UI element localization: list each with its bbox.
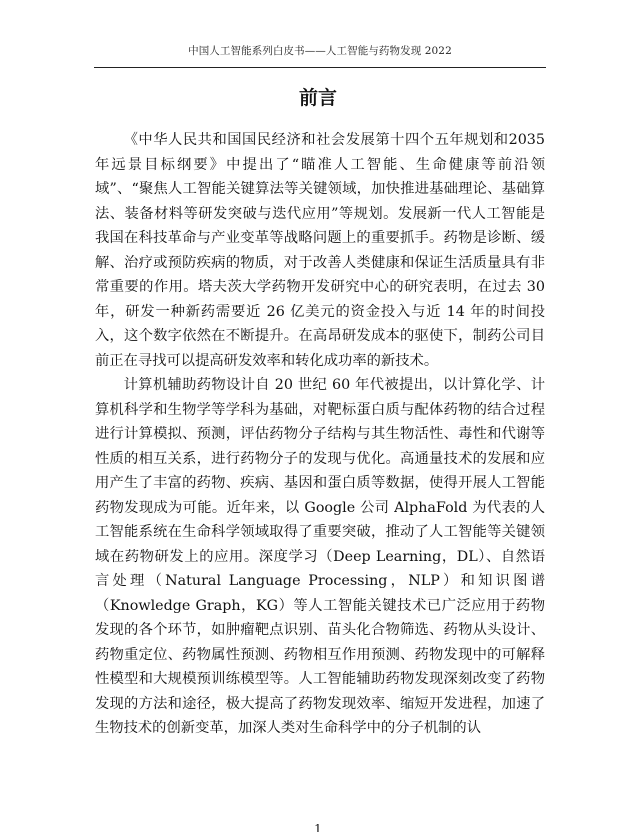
paragraph-2: 计算机辅助药物设计自 20 世纪 60 年代被提出，以计算化学、计算机科学和生物学等学科为基础，对靶标蛋白质与配体药物的结合过程进行计算模拟、预测，评估药物分子结构与其生物活性、毒性和代谢等性质的相互关系，进行药物分子的发现与优化。高通量技术的发展和应用产生了丰富的药物、疾病、基因和蛋白质等数据，使得开展人工智能药物发现成为可能。近年来，以 Google 公司 AlphaFold 为代表的人工智能系统在生命科学领域取得了重要突破，推动了人工智能等关键领域在药物研发上的应用。深度学习（Deep Learning，DL）、自然语言处理（Natural Language Processing，NLP）和知识图谱（Knowledge Graph，KG）等人工智能关键技术已广泛应用于药物发现的各个环节，如肿瘤靶点识别、苗头化合物筛选、药物从头设计、药物重定位、药物属性预测、药物相互作用预测、药物发现中的可解释性模型和大规模预训练模型等。人工智能辅助药物发现深刻改变了药物发现的方法和途径，极大提高了药物发现效率、缩短开发进程，加速了生物技术的创新变革，加深人类对生命科学中的分子机制的认: [95, 377, 545, 736]
page-title: 前言: [298, 87, 337, 109]
header-divider: [94, 67, 546, 68]
page-number: 1: [314, 822, 322, 832]
paragraph-1: 《中华人民共和国国民经济和社会发展第十四个五年规划和2035年远景目标纲要》中提出了“瞄准人工智能、生命健康等前沿领域”、“聚焦人工智能关键算法等关键领域，加快推进基础理论、基础算法、装备材料等研发突破与迭代应用”等规划。发展新一代人工智能是我国在科技革命与产业变革等战略问题上的重要抓手。药物是诊断、缓解、治疗或预防疾病的物质，对于改善人类健康和保证生活质量具有非常重要的作用。塔夫茨大学药物开发研究中心的研究表明，在过去 30 年，研发一种新药需要近 26 亿美元的资金投入与近 14 年的时间投入，这个数字依然在不断提升。在高昂研发成本的驱使下，制药公司目前正在寻找可以提高研发效率和转化成功率的新技术。: [95, 132, 545, 369]
body-text: [95, 128, 545, 741]
running-header: 中国人工智能系列白皮书——人工智能与药物发现 2022: [188, 45, 452, 57]
